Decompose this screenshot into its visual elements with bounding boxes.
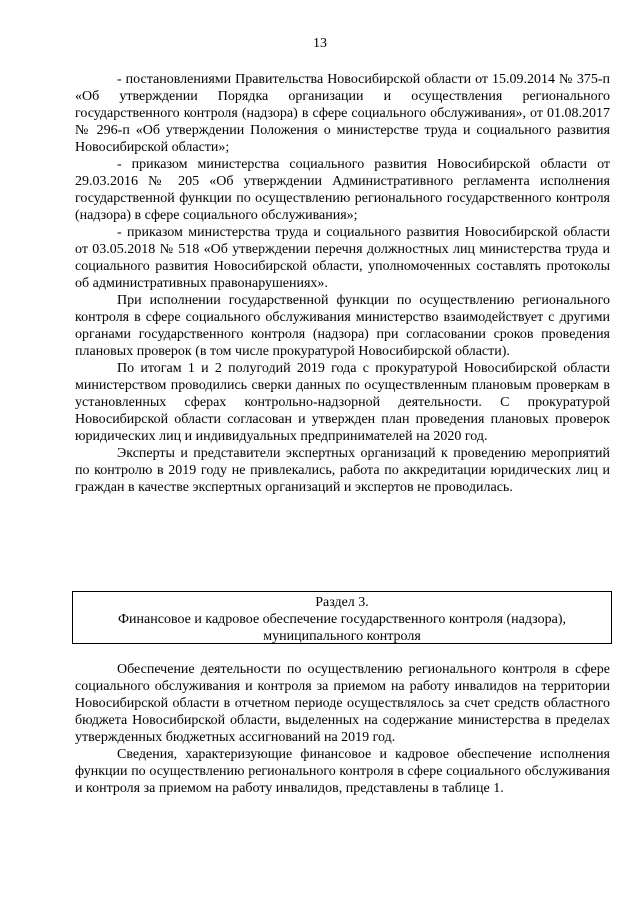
top-text-block bbox=[75, 71, 610, 496]
paragraph-results-2019: По итогам 1 и 2 полугодий 2019 года с прокуратурой Новосибирской области министерством проводились сверки данных по осуществленным плановым проверкам в установленных сферах контрольно-надзорной деятельности. С прокуратурой Новосибирской области согласован и утвержден план проведения плановых проверок юридических лиц и индивидуальных предпринимателей на 2020 год. bbox=[75, 361, 610, 444]
paragraph-interaction: При исполнении государственной функции по осуществлению регионального контроля в сфере социального обслуживания министерство взаимодействует с другими органами государственного контроля (надзора) при согласовании сроков проведения плановых проверок (в том числе прокуратурой Новосибирской области). bbox=[75, 293, 610, 359]
section-number: Раздел 3. bbox=[315, 595, 369, 610]
section-title-line1: Финансовое и кадровое обеспечение государственного контроля (надзора), bbox=[118, 612, 566, 627]
section-title-line2: муниципального контроля bbox=[263, 629, 421, 644]
paragraph-order-205: - приказом министерства социального развития Новосибирской области от 29.03.2016 № 205 «Об утверждении Административного регламента исполнения государственной функции по осуществлению регионального государственного контроля (надзора) в сфере социального обслуживания»; bbox=[75, 157, 610, 223]
paragraph-funding: Обеспечение деятельности по осуществлению регионального контроля в сфере социального обслуживания и контроля за приемом на работу инвалидов на территории Новосибирской области в отчетном периоде осуществлялось за счет средств областного бюджета Новосибирской области, выделенных на содержание министерства в пределах утвержденных бюджетных ассигнований на 2019 год. bbox=[75, 662, 610, 745]
paragraph-resolutions: - постановлениями Правительства Новосибирской области от 15.09.2014 № 375-п «Об утверждении Порядка организации и осуществления регионального государственного контроля (надзора) в сфере социального обслуживания», от 01.08.2017 № 296-п «Об утверждении Положения о министерстве труда и социального развития Новосибирской области»; bbox=[75, 72, 610, 155]
section-heading-box bbox=[72, 591, 612, 644]
page-number: 13 bbox=[313, 36, 327, 51]
paragraph-order-518: - приказом министерства труда и социального развития Новосибирской области от 03.05.2018 № 518 «Об утверждении перечня должностных лиц министерства труда и социального развития Новосибирской области, уполномоченных составлять протоколы об административных правонарушениях». bbox=[75, 225, 610, 291]
paragraph-experts: Эксперты и представители экспертных организаций к проведению мероприятий по контролю в 2019 году не привлекались, работа по аккредитации юридических лиц и граждан в качестве экспертных организаций и экспертов не проводилась. bbox=[75, 446, 610, 495]
paragraph-table-reference: Сведения, характеризующие финансовое и кадровое обеспечение исполнения функции по осуществлению регионального контроля в сфере социального обслуживания и контроля за приемом на работу инвалидов, представлены в таблице 1. bbox=[75, 747, 610, 796]
bottom-text-block bbox=[75, 661, 610, 797]
